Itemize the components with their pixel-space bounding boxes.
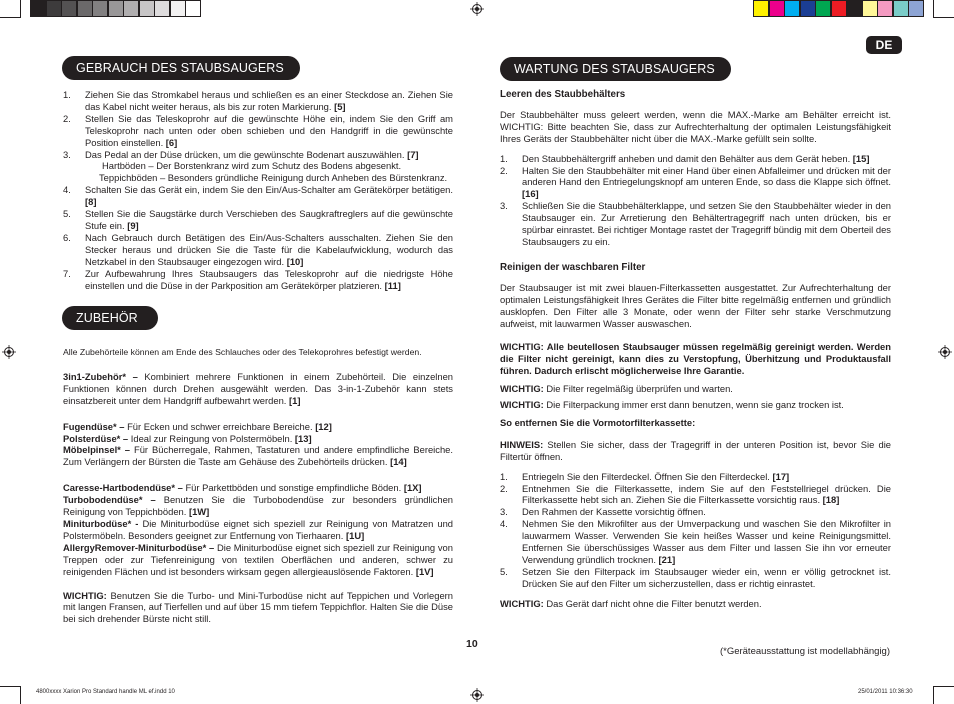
accessory-name: AllergyRemover-Miniturbodüse* – <box>63 541 215 553</box>
figure-ref: [1X] <box>403 482 422 494</box>
step-number: 2. <box>500 482 508 494</box>
gray-swatch <box>108 0 124 17</box>
step-number: 4. <box>500 518 508 530</box>
step-text: Stellen Sie das Teleskoprohr auf die gewünschte Höhe ein, indem Sie den Griff am Teleskoprohr nach unten oder oben schieben und den Handgriff in die gewünschte Position einstellen. <box>85 112 453 148</box>
bin-step <box>500 153 891 165</box>
step-number: 3. <box>500 200 508 212</box>
section-heading-maintenance: WARTUNG DES STAUBSAUGERS <box>500 57 731 81</box>
accessory-desc: Die Miniturbodüse eignet sich speziell zur Reinigung von Matratzen und Polstermöbeln. Besonders geeignet zur Entfernung von Tierhaaren. <box>63 517 454 541</box>
figure-ref: [1U] <box>345 529 365 541</box>
language-badge: DE <box>866 36 902 54</box>
step-number: 1. <box>63 89 71 100</box>
step3-subitems <box>63 160 453 184</box>
step-number: 5. <box>63 208 71 220</box>
step-text: Den Rahmen der Kassette vorsichtig öffnen. <box>522 506 706 518</box>
crop-mark <box>20 686 21 704</box>
step-text: Schalten Sie das Gerät ein, indem Sie den Ein/Aus-Schalter am Gerätekörper betätigen. <box>85 184 453 196</box>
step-text: Das Pedal an der Düse drücken, um die gewünschte Bodenart auszuwählen. <box>85 148 408 160</box>
step-text: Entnehmen Sie die Filterkassette, indem Sie auf den Feststellriegel drücken. Die Filterkassette hebt sich an. Ziehen Sie die Filterkassette vorsichtig raus. <box>522 482 891 506</box>
accessories-section <box>63 347 453 625</box>
color-swatch <box>846 0 862 17</box>
handle-hint: HINWEIS: Stellen Sie sicher, dass der Tragegriff in der unteren Position ist, bevor Sie die Filtertür öffnen. <box>500 438 891 462</box>
gray-swatch <box>154 0 170 17</box>
registration-mark-icon <box>470 2 484 16</box>
bin-step <box>500 165 891 201</box>
accessory-item <box>63 421 453 433</box>
filter-step <box>500 483 891 507</box>
accessory-name: Caresse-Hartbodendüse* – <box>63 482 183 494</box>
figure-ref: [11] <box>384 279 401 291</box>
color-swatch <box>784 0 800 17</box>
gray-swatch <box>61 0 77 17</box>
filter-step <box>500 506 891 518</box>
figure-ref: [1V] <box>415 565 434 577</box>
page-number: 10 <box>466 638 478 650</box>
accessories-intro: Alle Zubehörteile können am Ende des Schlauches oder des Telekoprohres befestigt werden. <box>63 347 422 357</box>
accessory-item <box>63 518 453 542</box>
crop-mark <box>934 17 954 18</box>
subheading-premotor-filter: So entfernen Sie die Vormotorfilterkassette: <box>500 416 696 428</box>
color-swatch <box>877 0 893 17</box>
usage-steps <box>63 89 453 291</box>
gray-swatch <box>170 0 186 17</box>
gray-swatch <box>92 0 108 17</box>
figure-ref: [13] <box>294 432 312 444</box>
model-footnote: (*Geräteausstattung ist modellabhängig) <box>719 646 890 657</box>
accessory-desc: Benutzen Sie die Turbobodendüse zur besonders gründlichen Reinigung von Teppichböden. <box>63 494 453 518</box>
step-number: 1. <box>500 470 508 482</box>
figure-ref: [14] <box>390 456 407 468</box>
accessory-desc: Für Ecken und schwer erreichbare Bereiche. <box>124 420 316 432</box>
accessory-name: Miniturbodüse* - <box>63 517 139 529</box>
section-heading-usage: GEBRAUCH DES STAUBSAUGERS <box>62 56 300 80</box>
accessory-desc: Für Bücherregale, Rahmen, Tastaturen und andere empfindliche Bereiche. Zum Verlängern der Bürsten die Taste am Gehäuse des Zubehörteils drücken. <box>63 444 453 468</box>
empty-bin-text: Der Staubbehälter muss geleert werden, wenn die MAX.-Marke am Behälter erreicht ist. WICHTIG: Bitte beachten Sie, dass zur Aufrechterhaltung der optimalen Leistungsfähigkeit Ihres Geräts der Staubbehälter nicht über die MAX.-Marke gefüllt sein sollte. <box>500 108 891 144</box>
step-number: 2. <box>63 112 71 124</box>
accessory-desc: Für Parkettböden und sonstige empfindliche Böden. <box>182 482 404 494</box>
print-slug-file: 4800xxxx Xarion Pro Standard handle ML ef.indd 10 <box>36 689 175 695</box>
floor-type-hard: Hartböden – Der Borstenkranz wird zum Schutz des Bodens abgesenkt. <box>102 160 402 172</box>
crop-mark <box>934 686 954 687</box>
figure-ref: [1W] <box>188 506 210 518</box>
print-slug-date: 25/01/2011 10:36:30 <box>858 689 913 695</box>
figure-ref: [18] <box>822 494 840 506</box>
accessory-item <box>63 494 453 518</box>
maintenance-section <box>500 89 891 610</box>
color-swatch <box>769 0 785 17</box>
color-swatch <box>862 0 878 17</box>
figure-ref: [7] <box>407 148 419 160</box>
crop-mark <box>933 686 934 704</box>
gray-swatch <box>30 0 46 17</box>
step-number: 3. <box>500 506 508 518</box>
accessory-desc: Ideal zur Reingung von Polstermöbeln. <box>128 432 295 444</box>
accessory-name: Möbelpinsel* – <box>63 444 131 456</box>
accessory-name: Polsterdüse* – <box>63 432 129 444</box>
color-swatch <box>753 0 769 17</box>
gray-swatch <box>123 0 139 17</box>
accessory-item <box>63 433 453 445</box>
filter-check-note: WICHTIG: Die Filter regelmäßig überprüfen und warten. <box>500 383 733 395</box>
figure-ref: [5] <box>334 100 346 112</box>
step-number: 1. <box>500 152 508 164</box>
crop-mark <box>20 0 21 18</box>
step-number: 4. <box>63 184 71 196</box>
section-heading-accessories: ZUBEHÖR <box>62 306 158 330</box>
figure-ref: [21] <box>658 554 676 565</box>
usage-step <box>63 89 453 113</box>
crop-mark <box>0 686 20 687</box>
step-text: Ziehen Sie das Stromkabel heraus und schließen es an einer Steckdose an. Ziehen Sie das Kabel nicht weiter heraus, als bis zur roten Markierung. <box>85 89 453 112</box>
step-number: 2. <box>500 164 508 176</box>
step-number: 6. <box>63 231 71 243</box>
color-swatch <box>893 0 909 17</box>
step-text: Schließen Sie die Staubbehälterklappe, und setzen Sie den Staubbehälter wieder in den Staubsauger ein. Zur Arretierung den Behältertragegriff nach unten drücken, bis er spürbar einrastet. Bei richtiger Montage rastet der Tragegriff bündig mit dem Oberteil des Staubsaugers zu ein. <box>522 200 891 247</box>
gray-swatch <box>185 0 201 17</box>
bagless-warning: WICHTIG: Alle beutellosen Staubsauger müssen regelmäßig gereinigt werden. Werden die Filter nicht gereinigt, kann dies zu Verstopfung, Überhitzung und Produktausfall führen. Dadurch erlischt möglicherweise Ihre Garantie. <box>500 341 891 377</box>
step-text: Den Staubbehältergriff anheben und damit den Behälter aus dem Gerät heben. <box>522 152 853 164</box>
filter-step <box>500 518 891 566</box>
accessory-name: Turbobodendüse* – <box>63 494 156 506</box>
step-number: 3. <box>63 148 71 160</box>
turbo-warning: WICHTIG: Benutzen Sie die Turbo- und Mini-Turbodüse nicht auf Teppichen und Vorlegern mit langen Fransen, auf Tierfellen und auf über 15 mm tiefem Teppichflor. Halten Sie die Düse bei sich drehender Bürste nicht still. <box>63 589 453 625</box>
color-swatch <box>800 0 816 17</box>
step-text: Entriegeln Sie den Filterdeckel. Öffnen Sie den Filterdeckel. <box>522 470 773 482</box>
usage-step <box>63 184 453 208</box>
color-swatch <box>815 0 831 17</box>
usage-step <box>63 232 453 268</box>
color-swatch <box>908 0 924 17</box>
step-text: Stellen Sie die Saugstärke durch Verschieben des Saugkraftreglers auf die gewünschte Stufe ein. <box>85 208 453 231</box>
registration-mark-icon <box>2 345 16 359</box>
accessory-name: Fugendüse* – <box>63 420 125 432</box>
figure-ref: [17] <box>772 470 790 482</box>
no-filter-warning: WICHTIG: Das Gerät darf nicht ohne die Filter benutzt werden. <box>500 597 762 609</box>
accessory-3in1: 3in1-Zubehör* – Kombiniert mehrere Funktionen in einem Zubehörteil. Die einzelnen Funktionen können durch Drehen ausgewählt werden. Das 3-in-1-Zubehör kann stets einsatzbereit unter dem Handgriff aufbewahrt werden. [1] <box>63 370 454 406</box>
color-swatch <box>831 0 847 17</box>
registration-mark-icon <box>938 345 952 359</box>
step-text: Setzen Sie den Filterpack im Staubsauger wieder ein, wenn er völlig getrocknet ist. Drücken Sie auf den Filter um sicherzustellen, dass er richtig einrastet. <box>522 565 891 589</box>
filter-step <box>500 566 891 590</box>
figure-ref: [6] <box>165 136 178 148</box>
figure-ref: [9] <box>127 219 139 231</box>
gray-swatch <box>77 0 93 17</box>
washable-filter-text: Der Staubsauger ist mit zwei blauen-Filterkassetten ausgestattet. Zur Aufrechterhaltung der optimalen Leistungsfähigkeit Ihres Gerätes die Filter bitte regelmäßig entfernen und gründlich ausklopfen. Den Filter alle 3 Monate, oder wenn der Filter sehr starke Verschmutzung aufweist, mit lauwarmen Wasser auswaschen. <box>500 281 891 329</box>
gray-swatch <box>139 0 155 17</box>
step-number: 7. <box>63 267 71 279</box>
step-text: Halten Sie den Staubbehälter mit einer Hand über einen Abfalleimer und drücken mit der anderen Hand den Entriegelungsknopf am unteren Ende, so dass die Klappe sich öffnet. <box>522 164 891 188</box>
usage-step <box>63 149 453 161</box>
subheading-empty-bin: Leeren des Staubbehälters <box>500 89 626 100</box>
registration-mark-icon <box>470 688 484 702</box>
filter-dry-note: WICHTIG: Die Filterpackung immer erst dann benutzen, wenn sie ganz trocken ist. <box>500 399 844 411</box>
accessory-item <box>63 482 453 494</box>
crop-mark <box>0 17 20 18</box>
subheading-washable-filter: Reinigen der waschbaren Filter <box>500 261 646 273</box>
floor-type-carpet: Teppichböden – Besonders gründliche Reinigung durch Anheben des Bürstenkranz. <box>99 172 448 184</box>
step-text: Zur Aufbewahrung Ihres Staubsaugers das Teleskoprohr auf die niedrigste Höhe einstellen und die Düse in der Parkposition am Gerätekörper platzieren. <box>85 267 453 291</box>
figure-ref: [10] <box>286 255 304 267</box>
figure-ref: [15] <box>852 152 870 164</box>
accessory-desc: Die Miniturbodüse eignet sich speziell zur Reinigung von Treppen oder zur Tiefenreinigung von textilen Oberflächen und anderen, schwer zu reinigenden Flächen und ist besonders wirksam gegen allergieauslösende Faktoren. <box>63 541 453 577</box>
filter-step <box>500 471 891 483</box>
step-number: 5. <box>500 565 508 577</box>
bin-step <box>500 200 891 248</box>
accessory-item <box>63 444 453 468</box>
step-text: Nehmen Sie den Mikrofilter aus der Umverpackung und waschen Sie den Mikrofilter in lauwarmem Wasser. Verwenden Sie kein heißes Wasser und keine Reinigungsmittel. Entfernen Sie überschüssiges Wasser aus dem Filter und lassen Sie ihn vor erneuter Verwendung gründlich trocknen. <box>522 518 891 565</box>
figure-ref: [8] <box>85 196 97 208</box>
usage-step <box>63 208 453 232</box>
step-text: Nach Gebrauch durch Betätigen des Ein/Aus-Schalters ausschalten. Ziehen Sie den Stecker heraus und drücken Sie die Taste für die Kabelaufwicklung, wodurch das Netzkabel in den Staubsauger eingezogen wird. <box>85 231 453 267</box>
crop-mark <box>933 0 934 18</box>
accessory-item <box>63 542 453 578</box>
usage-step <box>63 113 453 149</box>
figure-ref: [16] <box>522 188 539 200</box>
gray-swatch <box>46 0 62 17</box>
figure-ref: [12] <box>315 420 332 432</box>
usage-step <box>63 268 453 292</box>
